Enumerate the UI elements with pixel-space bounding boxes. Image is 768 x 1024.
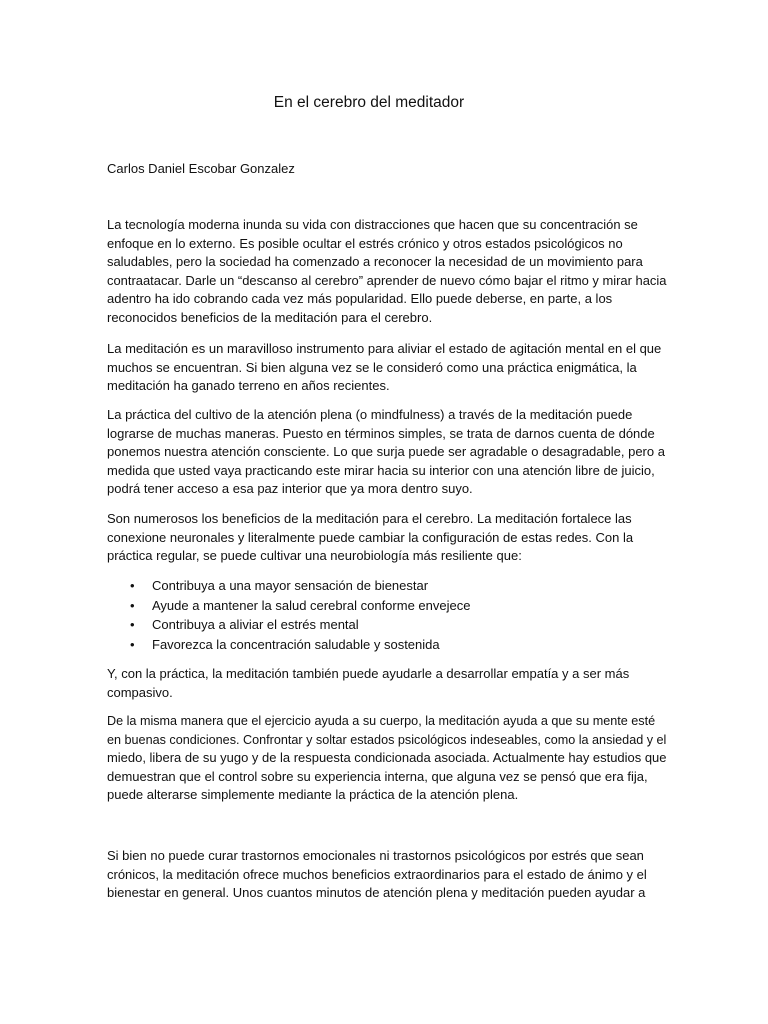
bullet-icon: •: [130, 617, 135, 632]
paragraph-line: Son numerosos los beneficios de la meditación para el cerebro. La meditación fortalece las: [107, 511, 632, 526]
paragraph-line: en buenas condiciones. Confrontar y soltar estados psicológicos indeseables, como la ansiedad y el: [107, 732, 667, 747]
paragraph-line: medida que usted vaya practicando este mirar hacia su interior con una atención libre de juicio,: [107, 462, 655, 478]
bullet-icon: •: [130, 578, 135, 593]
paragraph-line: puede alterarse simplemente mediante la práctica de la atención plena.: [107, 787, 519, 802]
list-item: [107, 576, 470, 596]
bullet-icon: •: [130, 636, 135, 652]
paragraph-line: enfoque en lo externo. Es posible ocultar el estrés crónico y otros estados psicológicos no: [107, 235, 623, 251]
paragraph-line: práctica regular, se puede cultivar una neurobiología más resiliente que:: [107, 548, 522, 563]
paragraph-line: Si bien no puede curar trastornos emocionales ni trastornos psicológicos por estrés que sean: [107, 848, 644, 863]
paragraph-line: saludables, pero la sociedad ha comenzado a reconocer la necesidad de un movimiento para: [107, 254, 643, 269]
bullet-icon: •: [130, 597, 135, 613]
paragraph-line: muchos se encuentran. Si bien alguna vez se le consideró como una práctica enigmática, la: [107, 359, 637, 375]
document-title: En el cerebro del meditador: [273, 94, 465, 111]
paragraph-line: ponemos nuestra atención consciente. Lo que surja puede ser agradable o desagradable, pero a: [107, 444, 665, 459]
paragraph-line: bienestar en general. Unos cuantos minutos de atención plena y meditación pueden ayudar a: [107, 885, 646, 900]
paragraph-4: [107, 510, 633, 566]
paragraph-2: [107, 340, 661, 396]
list-item: [107, 615, 470, 635]
paragraph-line: compasivo.: [107, 684, 173, 700]
paragraph-line: reconocidos beneficios de la meditación para el cerebro.: [107, 309, 433, 325]
paragraph-7: [107, 847, 647, 903]
list-item: [107, 635, 470, 655]
list-item-text: Favorezca la concentración saludable y sostenida: [152, 636, 440, 652]
document-author: Carlos Daniel Escobar Gonzalez: [107, 161, 295, 176]
paragraph-line: lograrse de muchas maneras. Puesto en términos simples, se trata de darnos cuenta de dónde: [107, 425, 655, 441]
paragraph-line: miedo, libera de su yugo y de la respuesta condicionada asociada. Actualmente hay estudios que: [107, 750, 667, 765]
list-item-text: Ayude a mantener la salud cerebral conforme envejece: [152, 597, 471, 613]
paragraph-line: La práctica del cultivo de la atención plena (o mindfulness) a través de la meditación puede: [107, 407, 633, 422]
paragraph-1: [107, 216, 666, 327]
document-page: [107, 0, 672, 1024]
list-item: [107, 596, 470, 616]
paragraph-line: crónicos, la meditación ofrece muchos beneficios extraordinarios para el estado de ánimo y el: [107, 866, 647, 882]
paragraph-line: podrá tener acceso a esa paz interior que ya mora dentro suyo.: [107, 481, 473, 496]
paragraph-5: [107, 665, 629, 702]
paragraph-line: meditación ha ganado terreno en años recientes.: [107, 378, 390, 393]
paragraph-line: adentro ha ido cobrando cada vez más popularidad. Ello puede deberse, en parte, a los: [107, 291, 613, 306]
list-item-text: Contribuya a aliviar el estrés mental: [152, 617, 359, 632]
paragraph-6: [107, 712, 666, 805]
paragraph-line: De la misma manera que el ejercicio ayuda a su cuerpo, la meditación ayuda a que su mente esté: [107, 714, 656, 728]
paragraph-line: demuestran que el control sobre su experiencia interna, que alguna vez se pensó que era fija,: [107, 768, 648, 784]
paragraph-line: La meditación es un maravilloso instrumento para aliviar el estado de agitación mental en el que: [107, 341, 662, 356]
paragraph-line: contraatacar. Darle un “descanso al cerebro” aprender de nuevo cómo bajar el ritmo y mirar hacia: [107, 272, 667, 288]
paragraph-line: conexione neuronales y literalmente puede cambiar la configuración de estas redes. Con la: [107, 529, 634, 545]
paragraph-line: Y, con la práctica, la meditación también puede ayudarle a desarrollar empatía y a ser más: [107, 666, 630, 681]
list-item-text: Contribuya a una mayor sensación de bienestar: [152, 578, 429, 593]
paragraph-line: La tecnología moderna inunda su vida con distracciones que hacen que su concentración se: [107, 217, 638, 232]
benefits-list: [107, 576, 470, 654]
paragraph-3: [107, 406, 665, 499]
